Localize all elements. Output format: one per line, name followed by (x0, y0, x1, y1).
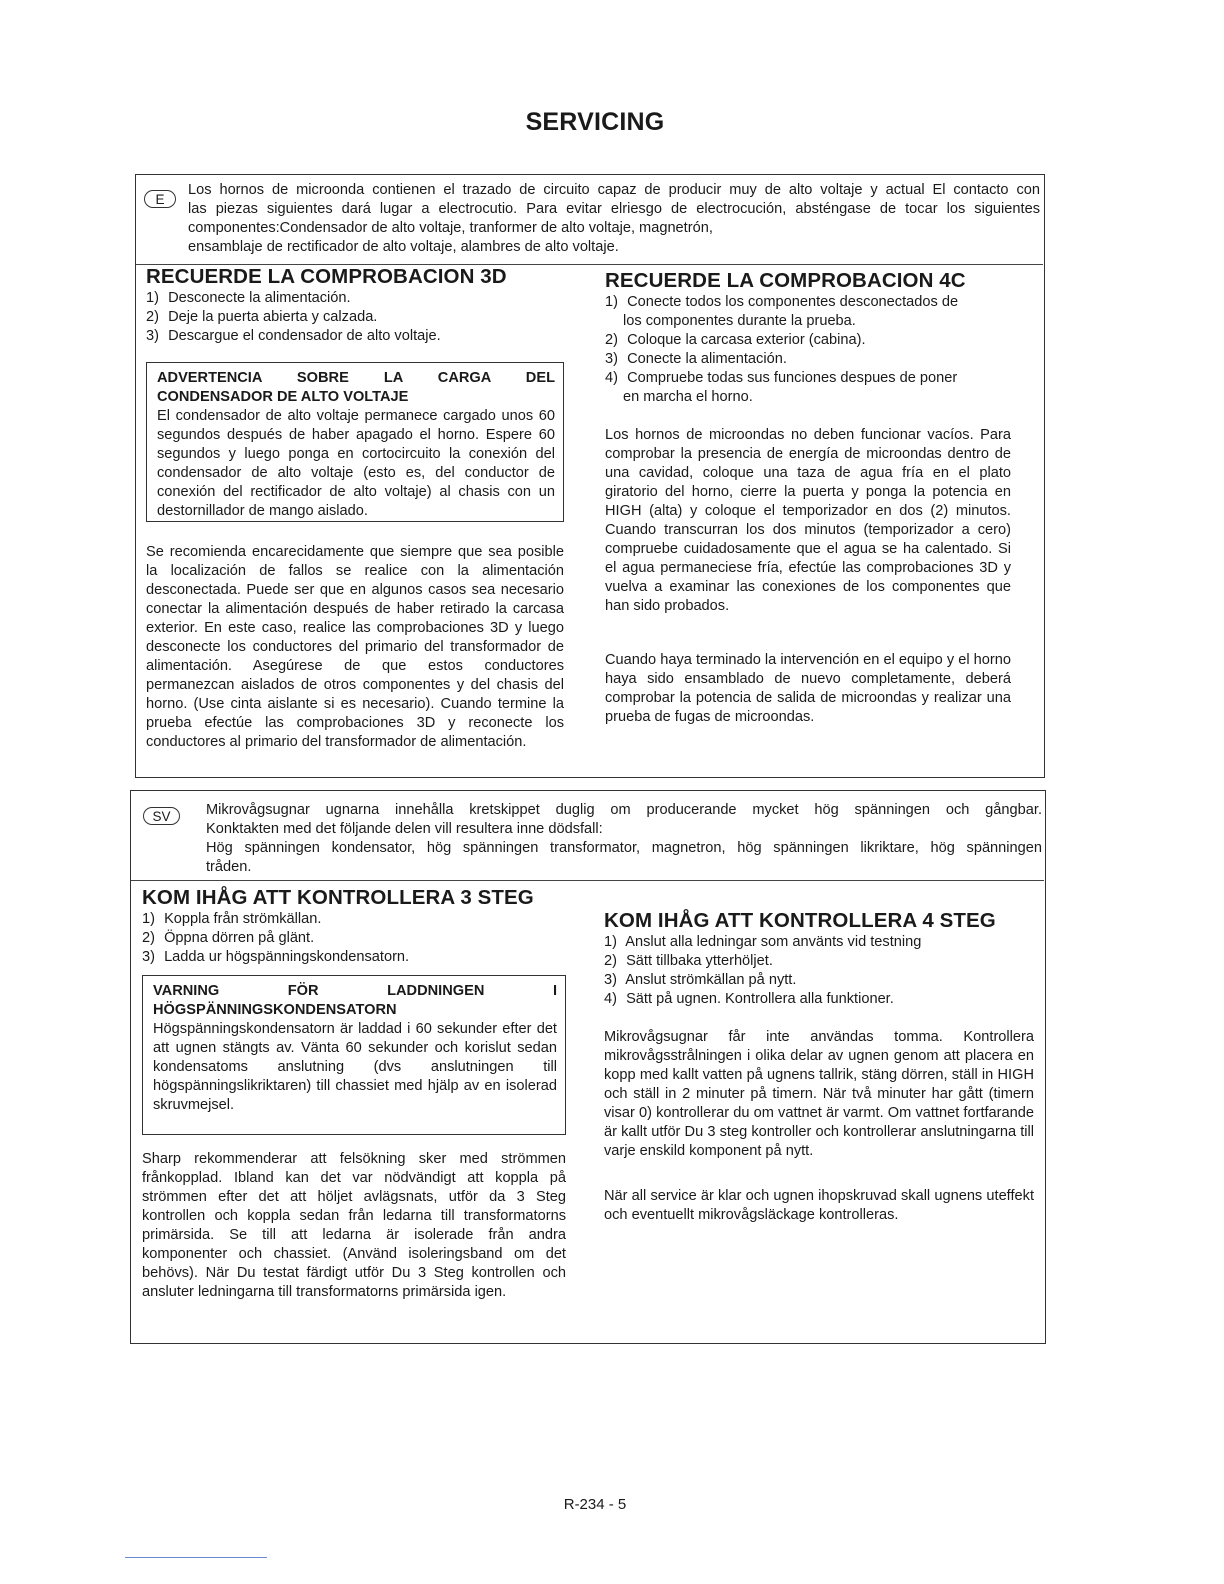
warning-line: Los hornos de microonda contienen el trazado de circuito capaz de producir muy de alto voltaje y actual El contacto con (188, 182, 1040, 198)
warning-line: tråden. (206, 859, 252, 875)
list-item: 4) Compruebe todas sus funciones despues de poner (605, 370, 958, 386)
section-spanish (135, 174, 1045, 778)
column-4c-check (605, 269, 1011, 727)
heading-4c-check: RECUERDE LA COMPROBACION 4C (605, 269, 966, 292)
column-4-steg (604, 909, 1034, 1225)
warning-box-swedish (131, 791, 1044, 881)
steps-4c-check (605, 293, 1011, 407)
warning-line: ensamblaje de rectificador de alto voltaje, alambres de alto voltaje. (188, 239, 619, 255)
capacitor-warning-title: ADVERTENCIA SOBRE LA CARGA DEL (157, 370, 555, 386)
capacitor-warning-title-line2: HÖGSPÄNNINGSKONDENSATORN (153, 1002, 397, 1018)
warning-box-spanish (136, 175, 1043, 265)
capacitor-warning-body: El condensador de alto voltaje permanece cargado unos 60 segundos después de haber apagado el horno. Espere 60 segundos y luego ponga en cortocircuito la conexión del condensador de alto voltaje (esto es, del conductor de conexión del rectificador de alto voltaje) al chasis con un destornillador de mango aislado. (157, 408, 555, 519)
steps-3d-check (146, 289, 564, 346)
heading-3d-check: RECUERDE LA COMPROBACION 3D (146, 265, 507, 288)
warning-text-swedish (206, 801, 1042, 877)
steps-3-steg (142, 910, 566, 967)
list-item-continuation: los componentes durante la prueba. (623, 313, 856, 329)
troubleshooting-paragraph: Se recomienda encarecidamente que siempre que sea posible la localización de fallos se realice con la alimentación desconectada. Puede ser que en algunos casos sea necesario conectar la alimentación después de haber retirado la carcasa exterior. En este caso, realice las comprobaciones 3D y luego desconecte los conductores del primario del transformador de alimentación. Asegúrese de que estos conductores permanezcan aislados de otros componentes y del chasis del horno. (Use cinta aislante si es necesario). Cuando termine la prueba efectúe las comprobaciones 3D y reconecte los conductores al primario del transformador de alimentación. (146, 544, 564, 750)
troubleshooting-paragraph: Sharp rekommenderar att felsökning sker med strömmen frånkopplad. Ibland kan det var nödvändigt att koppla på strömmen efter det att höljet avlägsnats, utför da 3 Steg kontrollen och koppla sedan från ledarna till transformatorns primärsida. Se till att ledarna är isolerade från andra komponenter och chassiet. (Använd isoleringsband om det behövs). När Du testat färdigt utför Du 3 Steg kontrollen och ansluter ledningarna till transformatorns primärsida igen. (142, 1151, 566, 1300)
warning-line: componentes:Condensador de alto voltaje, tranformer de alto voltaje, magnetrón, (188, 220, 713, 236)
warning-line: Konktakten med det följande delen vill resultera inne dödsfall: (206, 821, 603, 837)
capacitor-warning-body: Högspänningskondensatorn är laddad i 60 sekunder efter det att ugnen stängts av. Vänta 60 sekunder och korislut sedan kondensatoms anslutning (dvs anslutningen till högspänningslikriktaren) till chassiet med hjälp av en isolerad skruvmejsel. (153, 1021, 557, 1113)
list-item: 1) Desconecte la alimentación. (146, 290, 351, 306)
warning-line: Hög spänningen kondensator, hög spänningen transformator, magnetron, hög spänningen likriktare, hög spänningen (206, 840, 1042, 856)
language-badge-spanish: E (144, 190, 176, 208)
heading-4-steg: KOM IHÅG ATT KONTROLLERA 4 STEG (604, 909, 996, 932)
page-number: R-234 - 5 (563, 1496, 627, 1513)
list-item-continuation: en marcha el horno. (623, 389, 753, 405)
list-item: 1) Koppla från strömkällan. (142, 911, 322, 927)
list-item: 2) Öppna dörren på glänt. (142, 930, 315, 946)
capacitor-warning-title: VARNING FÖR LADDNINGEN I (153, 983, 557, 999)
capacitor-warning-box (146, 362, 564, 522)
list-item: 3) Conecte la alimentación. (605, 351, 787, 367)
final-check-paragraph: När all service är klar och ugnen ihopskruvad skall ugnens uteffekt och eventuellt mikrovågsläckage kontrolleras. (604, 1188, 1034, 1223)
list-item: 2) Deje la puerta abierta y calzada. (146, 309, 378, 325)
steps-4-steg (604, 933, 1034, 1009)
capacitor-warning-title-line2: CONDENSADOR DE ALTO VOLTAJE (157, 389, 409, 405)
divider (125, 1557, 267, 1558)
list-item: 4) Sätt på ugnen. Kontrollera alla funktioner. (604, 991, 894, 1007)
list-item: 1) Anslut alla ledningar som använts vid testning (604, 934, 922, 950)
list-item: 1) Conecte todos los componentes desconectados de (605, 294, 959, 310)
column-3-steg (142, 886, 566, 1302)
section-swedish (130, 790, 1046, 1344)
list-item: 3) Descargue el condensador de alto voltaje. (146, 328, 441, 344)
capacitor-warning-box (142, 975, 566, 1135)
warning-line: Mikrovågsugnar ugnarna innehålla kretskippet duglig om producerande mycket hög spänningen och gångbar. (206, 802, 1042, 818)
language-badge-swedish: SV (143, 807, 180, 825)
microwave-test-paragraph: Mikrovågsugnar får inte användas tomma. Kontrollera mikrovågsstrålningen i olika delar av ugnen genom att placera en kopp med kallt vatten på ugnens tallrik, stäng dörren, ställ in HIGH och ställ in 2 minuter på timern. När två minuter har gått (timern visar 0) kontrollerar du om vattnet är varmt. Om vattnet fortfarande är kallt utför Du 3 steg kontroller och kontrollerar anslutningarna till varje enskild komponent på nytt. (604, 1029, 1034, 1159)
microwave-test-paragraph: Los hornos de microondas no deben funcionar vacíos. Para comprobar la presencia de energía de microondas dentro de una cavidad, coloque una taza de agua fría en el plato giratorio del horno, cierre la puerta y ponga la potencia en HIGH (alta) y coloque el temporizador en dos (2) minutos. Cuando transcurran los dos minutos (temporizador a cero) compruebe cuidadosamente que el agua se ha calentado. Si el agua permaneciese fría, efectúe las comprobaciones 3D y vuelva a examinar las conexiones de los componentes que han sido probados. (605, 427, 1011, 614)
list-item: 2) Sätt tillbaka ytterhöljet. (604, 953, 773, 969)
warning-line: las piezas siguientes dará lugar a electrocutio. Para evitar elriesgo de electrocución, absténgase de tocar los siguientes (188, 201, 1040, 217)
list-item: 2) Coloque la carcasa exterior (cabina). (605, 332, 866, 348)
column-3d-check (146, 265, 564, 752)
heading-3-steg: KOM IHÅG ATT KONTROLLERA 3 STEG (142, 886, 534, 909)
list-item: 3) Ladda ur högspänningskondensatorn. (142, 949, 410, 965)
page-title: SERVICING (525, 108, 665, 136)
final-check-paragraph: Cuando haya terminado la intervención en el equipo y el horno haya sido ensamblado de nuevo completamente, deberá comprobar la potencia de salida de microondas y realizar una prueba de fugas de microondas. (605, 652, 1011, 725)
list-item: 3) Anslut strömkällan på nytt. (604, 972, 797, 988)
warning-text-spanish (188, 181, 1040, 257)
